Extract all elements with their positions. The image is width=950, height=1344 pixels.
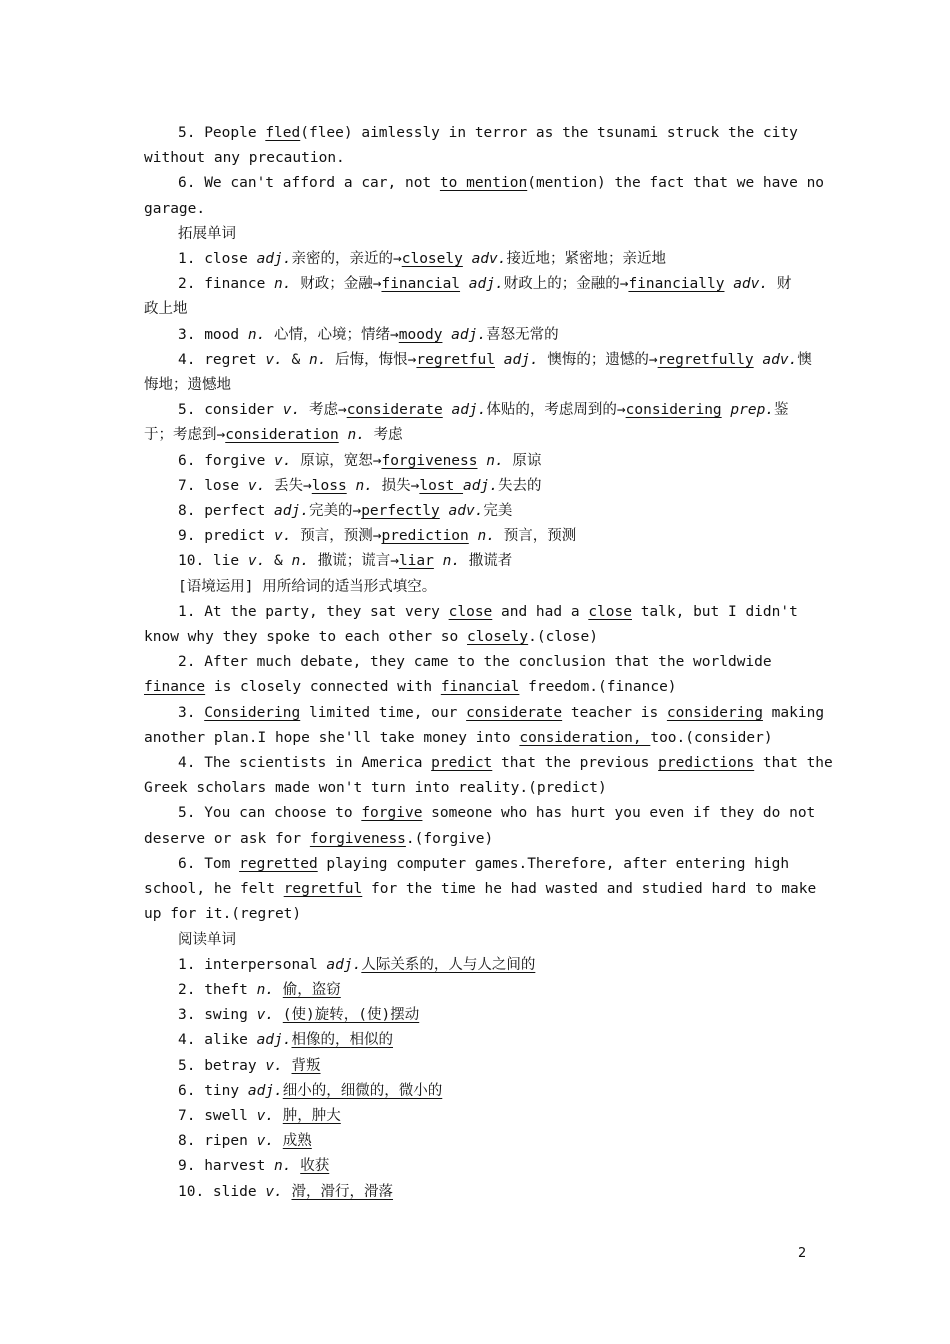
answer-blank: financial: [440, 679, 520, 696]
answer-blank: 人际关系的，人与人之间的: [361, 956, 536, 973]
text-line-continuation: [144, 675, 808, 700]
part-of-speech: adj.: [503, 351, 539, 368]
text-line: [144, 1104, 808, 1129]
text-run: 3.: [178, 704, 205, 721]
text-line: [144, 323, 808, 348]
answer-blank: moody: [398, 326, 443, 343]
answer-blank: regretted: [239, 855, 318, 872]
part-of-speech: v.: [256, 1133, 275, 1150]
text-run: 体贴的，考虑周到的→: [486, 402, 626, 419]
text-run: garage.: [144, 200, 206, 217]
answer-blank: 肿，肿大: [282, 1107, 341, 1124]
text-run: 1. close: [178, 251, 257, 268]
text-line-continuation: [144, 877, 817, 902]
part-of-speech: adj.: [463, 477, 498, 494]
answer-blank: financial: [381, 276, 461, 293]
part-of-speech: adv.: [448, 503, 484, 520]
text-run: [442, 327, 451, 343]
text-run: too.(consider): [650, 729, 773, 746]
text-line: [144, 1054, 808, 1079]
text-line: [144, 1079, 808, 1104]
part-of-speech: v.: [274, 528, 292, 545]
text-run: 1. At the party, they sat very: [178, 603, 449, 620]
reading-word-list: [144, 953, 808, 1205]
text-run: 6. forgive: [178, 452, 275, 469]
answer-blank: 相像的，相似的: [291, 1032, 393, 1049]
text-line-continuation: [144, 297, 808, 322]
text-run: 7. lose: [178, 477, 248, 494]
answer-blank: considering: [625, 402, 722, 419]
text-run: .(forgive): [405, 830, 494, 847]
text-run: 于；考虑到→: [144, 427, 226, 444]
text-run: 预言，预测: [494, 528, 577, 545]
text-line: [144, 449, 808, 474]
answer-blank: 细小的，细微的，微小的: [282, 1082, 443, 1099]
text-run: 5. You can choose to: [178, 805, 362, 822]
sentence-section: [144, 121, 825, 222]
text-run: without any precaution.: [144, 150, 345, 167]
text-run: 撒谎者: [460, 553, 513, 570]
answer-blank: closely: [401, 251, 463, 268]
answer-blank: regretful: [416, 351, 495, 368]
answer-blank: regretful: [283, 881, 363, 898]
text-run: 预言，预测→: [291, 528, 382, 545]
text-run: 3. swing: [178, 1007, 257, 1024]
text-run: playing computer games.Therefore, after entering high: [317, 855, 790, 872]
text-run: freedom.(finance): [519, 679, 677, 696]
text-line-continuation: [144, 726, 808, 751]
part-of-speech: adj.: [274, 503, 309, 520]
text-line-continuation: [144, 146, 808, 171]
text-run: 9. predict: [178, 528, 275, 545]
text-run: teacher is: [562, 704, 667, 721]
part-of-speech: n.: [477, 528, 495, 545]
answer-blank: regretfully: [657, 351, 754, 368]
text-run: 政上地: [144, 301, 188, 318]
text-run: [440, 503, 449, 519]
text-line: [144, 171, 825, 196]
text-line: [144, 247, 808, 272]
text-run: school, he felt: [144, 881, 284, 898]
text-line-continuation: [144, 827, 808, 852]
text-line: [144, 1003, 808, 1028]
text-run: [283, 1184, 292, 1200]
part-of-speech: adj.: [247, 1082, 283, 1099]
text-run: &: [282, 351, 309, 368]
text-line-continuation: [144, 902, 808, 927]
text-run: is closely connected with: [205, 679, 441, 696]
text-run: 8. ripen: [178, 1133, 257, 1150]
answer-blank: considerate: [466, 704, 563, 721]
page-content: [144, 121, 833, 1205]
text-run: 10. slide: [178, 1183, 266, 1200]
text-run: 5. People: [178, 125, 266, 141]
answer-blank: predict: [431, 755, 493, 772]
text-run: 亲密的，亲近的→: [291, 251, 402, 268]
part-of-speech: v.: [274, 452, 292, 469]
text-run: 损失→: [372, 477, 420, 494]
answer-blank: liar: [398, 553, 434, 570]
part-of-speech: n.: [256, 981, 275, 998]
text-run: making: [762, 704, 825, 721]
text-line-continuation: [144, 625, 808, 650]
text-run: 原谅: [503, 452, 542, 469]
part-of-speech: adj.: [256, 251, 292, 268]
text-run: 2. finance: [178, 276, 275, 293]
answer-blank: considering: [666, 704, 763, 721]
text-line: [144, 348, 812, 373]
text-run: 4. alike: [178, 1032, 257, 1049]
text-run: [724, 276, 733, 292]
text-run: [292, 1158, 301, 1174]
part-of-speech: v.: [265, 351, 283, 368]
answer-blank: consideration: [225, 427, 339, 444]
answer-blank: 背叛: [291, 1057, 321, 1074]
text-line-continuation: [144, 776, 808, 801]
answer-blank: forgive: [361, 805, 423, 822]
text-run: 失去的: [497, 477, 542, 494]
text-run: 5. consider: [178, 402, 283, 419]
text-line: [144, 474, 808, 499]
part-of-speech: n.: [291, 553, 309, 570]
text-run: up for it.(regret): [144, 906, 302, 923]
text-run: 财: [768, 276, 792, 293]
answer-blank: to mention: [439, 175, 528, 192]
text-run: that the previous: [492, 755, 659, 772]
part-of-speech: adj.: [256, 1032, 292, 1049]
text-run: 10. lie: [178, 553, 248, 570]
text-run: 5. betray: [178, 1057, 266, 1074]
text-run: [274, 982, 283, 998]
text-run: 接近地；紧密地；亲近地: [506, 251, 666, 268]
text-line: [144, 1129, 808, 1154]
part-of-speech: adv.: [471, 251, 507, 268]
section-heading-expand: 拓展单词: [178, 225, 236, 242]
answer-blank: considerate: [346, 402, 443, 419]
part-of-speech: adj.: [451, 402, 487, 419]
answer-blank: 成熟: [282, 1133, 312, 1150]
text-run: 3. mood: [178, 326, 248, 343]
part-of-speech: n.: [308, 351, 327, 368]
text-line: [144, 121, 808, 146]
part-of-speech: adv.: [733, 276, 769, 293]
text-run: deserve or ask for: [144, 830, 310, 847]
text-run: for the time he had wasted and studied hard to make: [362, 881, 817, 898]
text-line-continuation: [144, 197, 808, 222]
text-line: [144, 852, 808, 877]
answer-blank: (使)旋转，(使)摆动: [282, 1007, 420, 1024]
text-run: 2. After much debate, they came to the conclusion that the worldwide: [178, 654, 772, 671]
text-run: limited time, our: [300, 704, 467, 721]
text-line: [144, 1028, 808, 1053]
part-of-speech: v.: [247, 553, 266, 570]
text-run: [434, 553, 443, 569]
answer-blank: prediction: [381, 528, 469, 545]
text-run: 完美: [483, 503, 513, 520]
answer-blank: 滑，滑行，滑落: [291, 1183, 394, 1200]
part-of-speech: adj.: [326, 956, 362, 973]
part-of-speech: adv.: [762, 351, 798, 368]
text-line: [144, 600, 808, 625]
part-of-speech: n.: [355, 477, 373, 494]
text-run: [463, 251, 472, 267]
text-run: 考虑: [364, 427, 403, 444]
text-line: [144, 1180, 808, 1205]
text-run: 财政上的；金融的→: [503, 276, 629, 293]
context-exercise-list: [144, 600, 833, 928]
text-run: 2. theft: [178, 981, 257, 998]
text-run: 原谅，宽恕→: [291, 452, 382, 469]
text-line: [144, 398, 808, 423]
part-of-speech: n.: [274, 1158, 292, 1175]
text-run: [495, 352, 504, 368]
text-run: 丢失→: [265, 477, 312, 494]
text-line: [144, 549, 808, 574]
answer-blank: financially: [628, 276, 725, 293]
text-run: someone who has hurt you even if they do not: [422, 805, 816, 822]
text-line: [144, 701, 825, 726]
text-run: 6. tiny: [178, 1082, 248, 1099]
text-run: [283, 1058, 292, 1074]
text-line: [144, 1154, 808, 1179]
text-run: [478, 453, 487, 469]
text-run: 懊: [797, 351, 812, 368]
text-run: 9. harvest: [178, 1158, 275, 1175]
page-number: 2: [798, 1246, 807, 1261]
text-run: 8. perfect: [178, 503, 275, 520]
text-run: know why they spoke to each other so: [144, 629, 468, 646]
text-run: (flee) aimlessly in terror as the tsunami struck the city: [300, 125, 798, 141]
text-run: 财政；金融→: [291, 276, 382, 293]
part-of-speech: n.: [442, 553, 461, 570]
part-of-speech: n.: [274, 276, 292, 293]
part-of-speech: n.: [247, 326, 266, 343]
text-run: [274, 1108, 283, 1124]
expand-word-list: [144, 247, 812, 575]
text-run: [274, 1007, 283, 1023]
text-run: &: [265, 553, 292, 570]
answer-blank: close: [588, 603, 632, 620]
part-of-speech: v.: [265, 1057, 283, 1074]
text-run: [460, 276, 469, 292]
text-run: that the: [754, 755, 833, 772]
text-run: 完美的→: [308, 503, 362, 520]
answer-blank: forgiveness: [381, 452, 478, 469]
text-run: 撒谎；谎言→: [308, 553, 399, 570]
text-line-continuation: [144, 423, 808, 448]
part-of-speech: v.: [256, 1007, 275, 1024]
text-run: 鉴: [774, 402, 789, 419]
answer-blank: close: [448, 603, 493, 620]
text-line: [144, 524, 808, 549]
text-run: 4. regret: [178, 351, 266, 368]
answer-blank: fled: [265, 125, 301, 141]
text-run: 后悔，悔恨→: [326, 351, 417, 368]
answer-blank: 收获: [300, 1158, 330, 1175]
answer-blank: forgiveness: [309, 830, 406, 847]
text-run: 悔地；遗憾地: [144, 377, 231, 394]
text-line: [144, 978, 808, 1003]
answer-blank: finance: [144, 679, 206, 696]
answer-blank: loss: [311, 477, 347, 494]
part-of-speech: adj.: [451, 326, 487, 343]
answer-blank: 偷，盗窃: [282, 981, 341, 998]
answer-blank: lost: [419, 477, 464, 494]
text-line: [144, 801, 816, 826]
part-of-speech: v.: [256, 1107, 275, 1124]
text-run: 6. Tom: [178, 855, 240, 872]
answer-blank: predictions: [658, 755, 755, 772]
section-heading-context: [语境运用] 用所给词的适当形式填空。: [178, 578, 437, 595]
text-run: 1. interpersonal: [178, 956, 327, 973]
text-run: 懊悔的；遗憾的→: [538, 351, 658, 368]
section-heading-reading: 阅读单词: [178, 931, 236, 948]
text-run: 4. The scientists in America: [178, 755, 432, 772]
text-run: (mention) the fact that we have no: [527, 175, 825, 192]
answer-blank: Considering: [204, 704, 301, 721]
text-run: 6. We can't afford a car, not: [178, 175, 440, 192]
text-run: .(close): [528, 629, 598, 646]
text-run: talk, but I didn't: [631, 603, 798, 620]
text-run: Greek scholars made won't turn into reality.(predict): [144, 780, 607, 797]
text-run: 考虑→: [300, 402, 347, 419]
answer-blank: consideration,: [519, 729, 651, 746]
text-run: [274, 1133, 283, 1149]
text-line-continuation: [144, 373, 808, 398]
part-of-speech: n.: [486, 452, 504, 469]
part-of-speech: v.: [247, 477, 266, 494]
text-line: [144, 499, 808, 524]
part-of-speech: adj.: [468, 276, 504, 293]
text-run: another plan.I hope she'll take money into: [144, 729, 520, 746]
answer-blank: perfectly: [361, 503, 440, 520]
part-of-speech: n.: [347, 427, 365, 444]
text-run: [469, 528, 478, 544]
part-of-speech: v.: [265, 1183, 283, 1200]
text-line: [144, 953, 808, 978]
text-line: [144, 272, 808, 297]
text-run: 喜怒无常的: [486, 326, 559, 343]
part-of-speech: v.: [282, 402, 301, 419]
part-of-speech: prep.: [730, 402, 775, 419]
text-run: 心情，心境；情绪→: [265, 326, 399, 343]
answer-blank: closely: [467, 629, 529, 646]
text-line: [144, 751, 833, 776]
text-run: 7. swell: [178, 1107, 257, 1124]
text-line: [144, 650, 808, 675]
text-run: and had a: [492, 603, 589, 620]
